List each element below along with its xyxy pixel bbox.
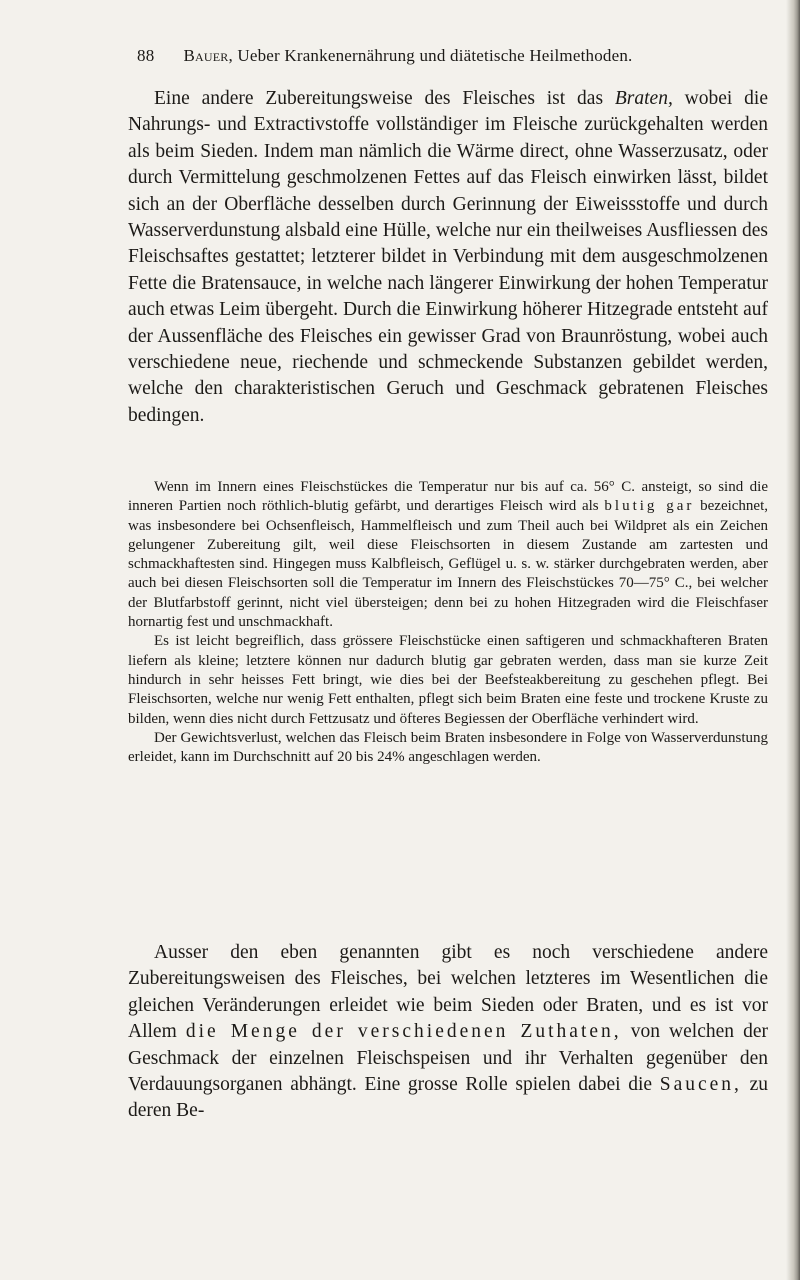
p5-text-c: zu deren Be- [128, 1074, 768, 1122]
p5-spaced-2: Saucen, [659, 1074, 742, 1096]
paragraph-gewichtsverlust: Der Gewichtsverlust, welchen das Fleisch beim Braten insbesondere in Folge von Wasserverdunstung erleidet, kann im Durchschnitt auf 20 bis 24% angeschlagen werden. [128, 729, 768, 766]
p1-emphasis: Braten, [614, 88, 673, 109]
paragraph-fleischstuecke: Es ist leicht begreiflich, dass grössere Fleischstücke einen saftigeren und schmackhafteren Braten liefern als kleine; letztere können nur dadurch blutig gar gebraten werden, dass man sie kurze Zeit hindurch in sehr heisses Fett bringt, wie dies bei der Beefsteakbereitung zu geschehen pflegt. Bei Fleischsorten, welche nur wenig Fett enthalten, pflegt sich beim Braten eine feste und trockene Kruste zu bilden, wenn dies nicht durch Fettzusatz und öfteres Begiessen der Oberfläche verhindert wird. [128, 633, 768, 727]
paragraph-zubereitungsweisen [128, 940, 768, 1125]
p2-spaced: blutig gar [604, 498, 695, 515]
header-title: Ueber Krankenernährung und diätetische Heilmethoden. [237, 46, 633, 65]
p2-text-a: Wenn im Innern eines Fleischstückes die Temperatur nur bis auf ca. 56° C. ansteigt, so sind die inneren Partien noch röthlich-blutig gefärbt, und derartiges Fleisch wird als [128, 479, 768, 515]
page-number: 88 [137, 46, 155, 65]
paragraph-temperature [128, 478, 768, 632]
p1-text-a: Eine andere Zubereitungsweise des Fleisches ist das [154, 88, 615, 109]
p5-spaced-1: die Menge der verschiedenen Zuthaten, [185, 1021, 622, 1043]
p5-text-b: von welchen der Geschmack der einzelnen Fleischspeisen und ihr Verhalten gegenüber den Verdauungsorganen abhängt. Eine grosse Rolle spielen dabei die [128, 1021, 768, 1096]
header-author: Bauer, [183, 46, 233, 65]
book-spine-edge [786, 0, 800, 1280]
p2-text-b: bezeichnet, was insbesondere bei Ochsenfleisch, Hammelfleisch und zum Theil auch bei Wildpret als ein Zeichen gelungener Zubereitung gilt, weil diese Fleischsorten in diesem Zustande am zartesten und schmackhaftesten sind. Hingegen muss Kalbfleisch, Geflügel u. s. w. stärker durchgebraten werden, aber auch bei diesen Fleischsorten soll die Temperatur im Innern des Fleischstückes 70—75° C., bei welcher der Blutfarbstoff gerinnt, nicht viel übersteigen; denn bei zu hohen Hitzegraden wird die Fleischfaser hornartig fest und unschmackhaft. [128, 498, 769, 631]
running-header [137, 46, 740, 66]
paragraph-braten [128, 86, 768, 429]
p1-text-b: wobei die Nahrungs- und Extractivstoffe vollständiger im Fleische zurückgehalten werden als beim Sieden. Indem man nämlich die Wärme direct, ohne Wasserzusatz, oder durch Vermittelung geschmolzenen Fettes auf das Fleisch einwirken lässt, bildet sich an der Oberfläche desselben durch Gerinnung der Eiweissstoffe und durch Wasserverdunstung alsbald eine Hülle, welche nur ein theilweises Ausfliessen des Fleischsaftes gestattet; letzterer bildet in Verbindung mit dem ausgeschmolzenen Fette die Bratensauce, in welche nach längerer Einwirkung der hohen Temperatur auch etwas Leim übergeht. Durch die Einwirkung höherer Hitzegrade entsteht auf der Aussenfläche des Fleisches ein gewisser Grad von Braunröstung, wobei auch verschiedene neue, riechende und schmeckende Substanzen gebildet werden, welche den charakteristischen Geruch und Geschmack gebratenen Fleisches bedingen. [128, 88, 768, 426]
p5-text-a: Ausser den eben genannten gibt es noch verschiedene andere Zubereitungsweisen des Fleisches, bei welchen letzteres im Wesentlichen die gleichen Veränderungen erleidet wie beim Sieden oder Braten, und es ist vor Allem [128, 942, 768, 1043]
small-print-section [128, 478, 768, 767]
